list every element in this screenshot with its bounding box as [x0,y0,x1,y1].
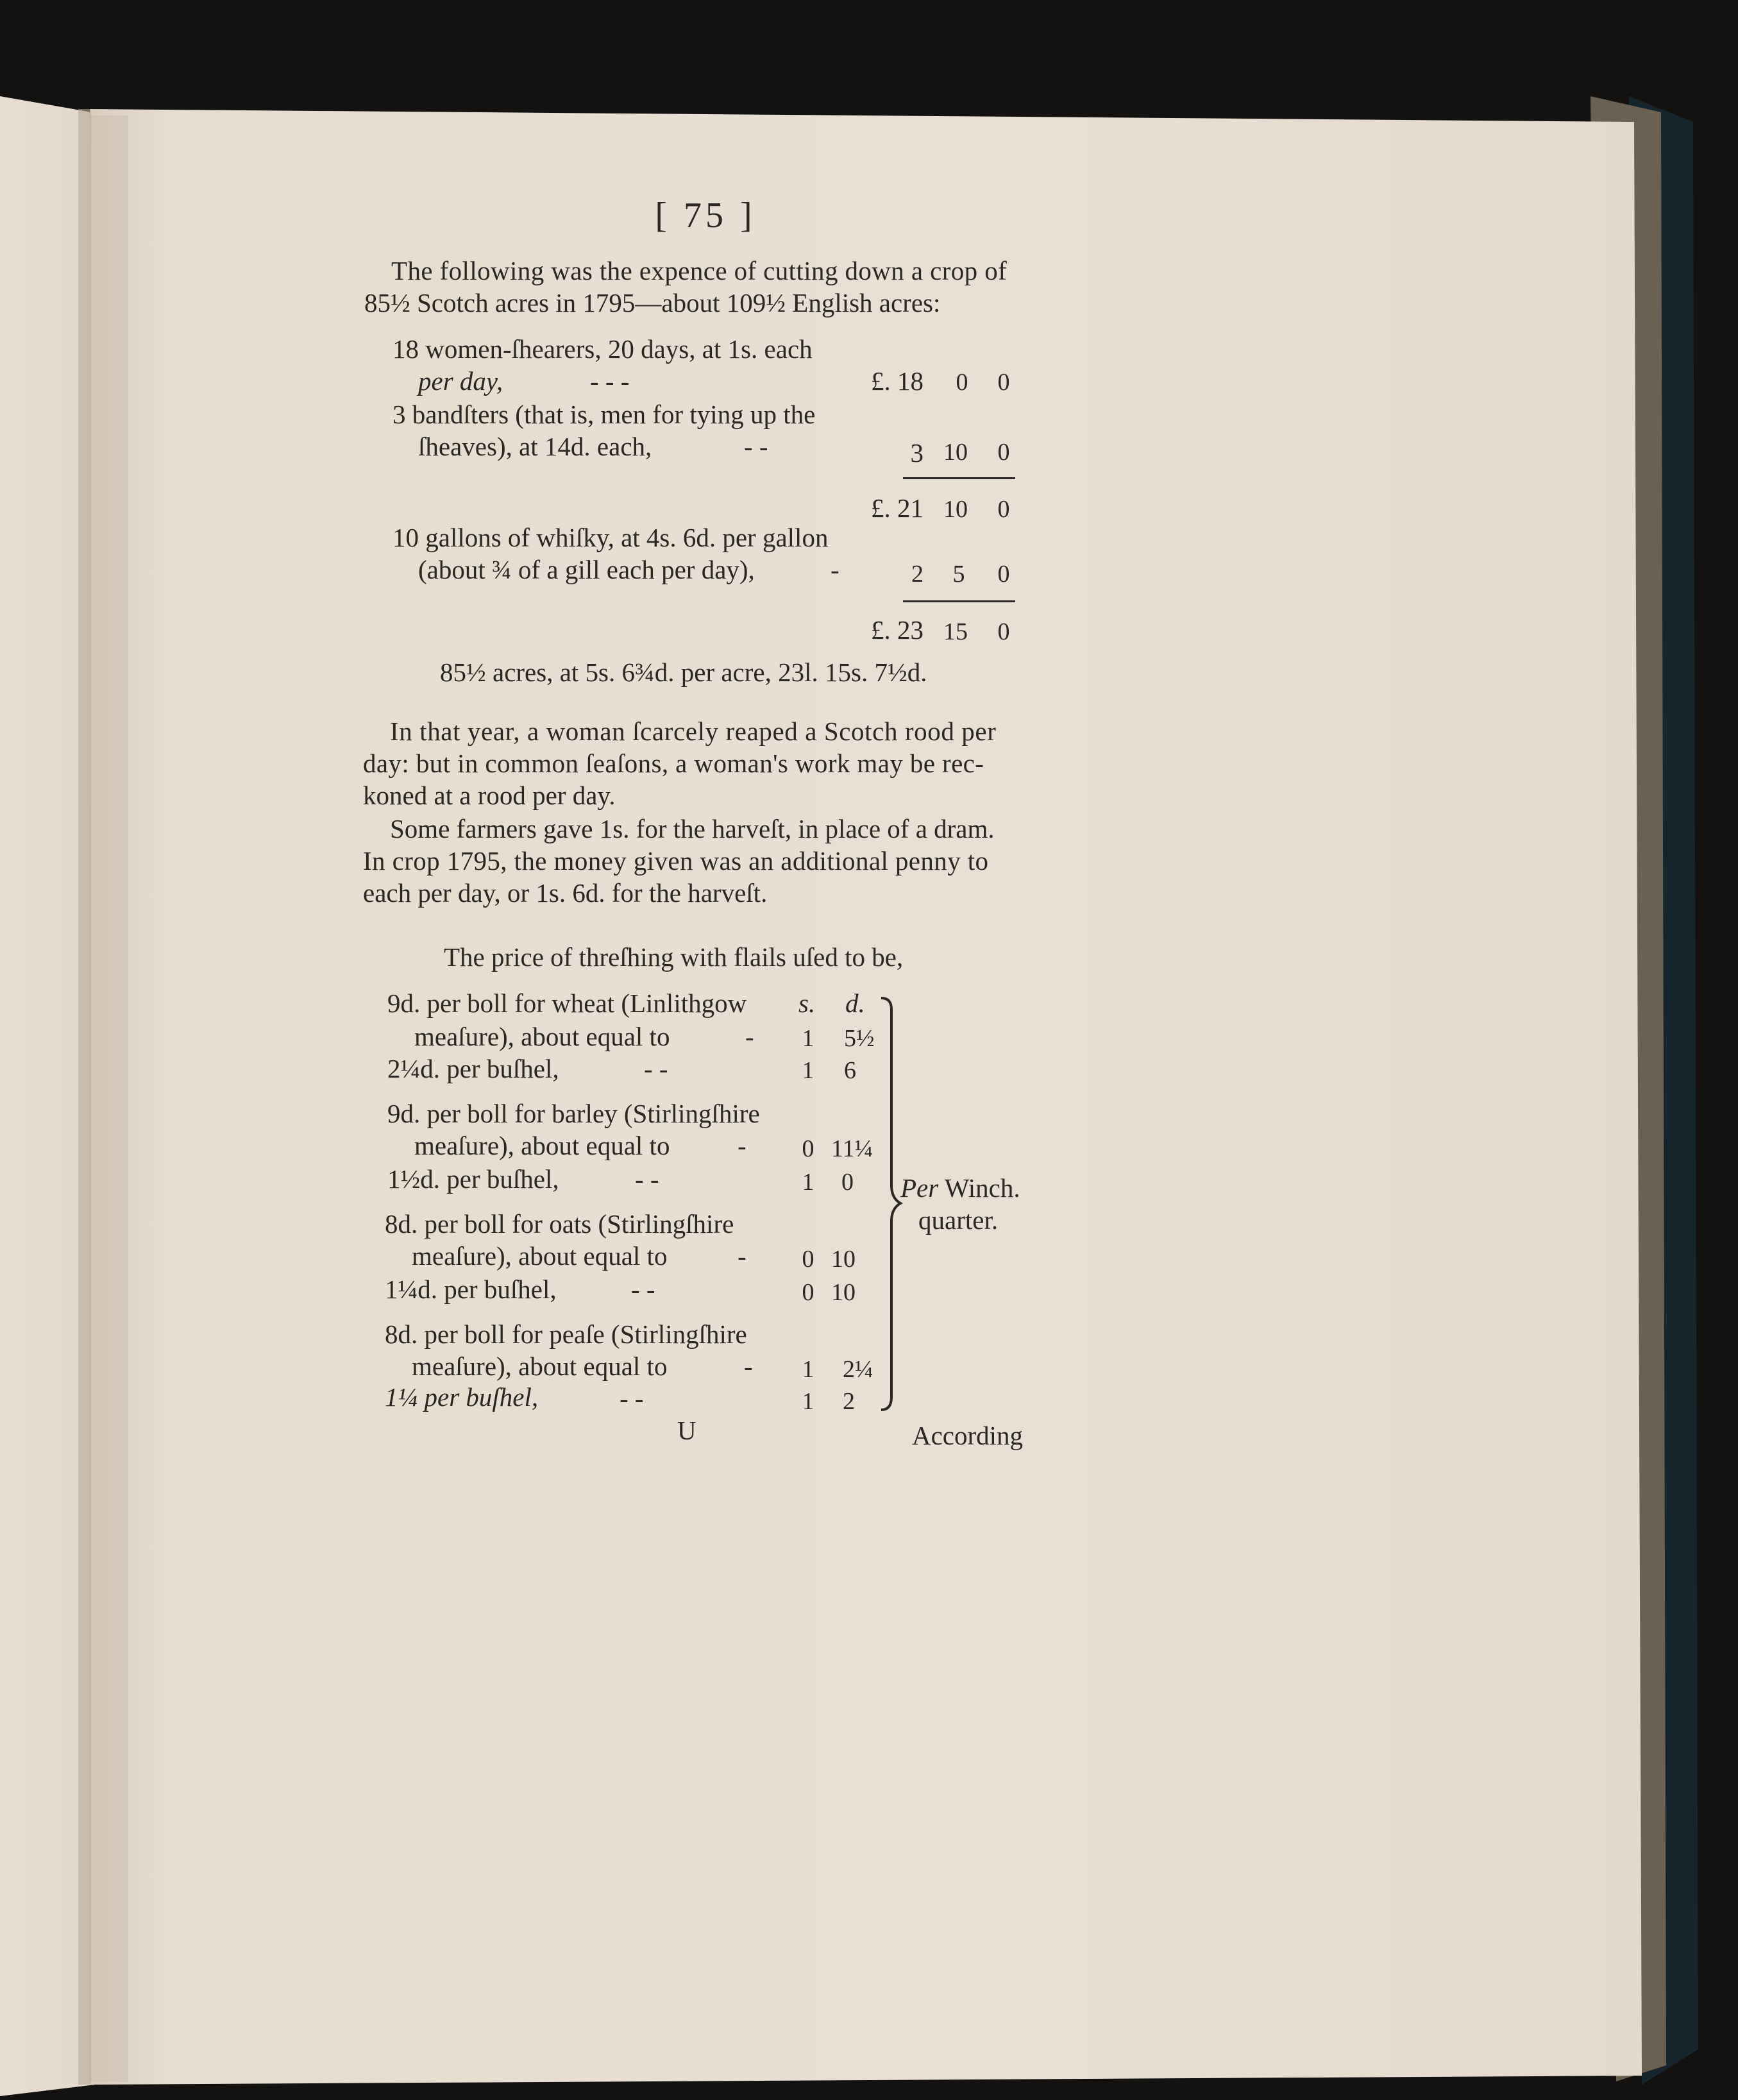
cost-line: 3 bandſters (that is, men for tying up the [392,400,816,429]
leader-dashes: - - [744,432,768,461]
total-pounds: £. 23 [871,615,924,645]
cost-line: (about ¾ of a gill each per day), [418,555,755,584]
threshing-row-text: 1¼d. per buſhel, [385,1274,557,1304]
shillings-value: 1 [802,1169,814,1196]
amount-pounds: 2 [911,561,924,588]
pence-value: 10 [831,1279,856,1306]
right-brace [872,993,911,1416]
column-header-shillings: s. [798,988,816,1018]
paragraph-line: koned at a rood per day. [363,781,616,810]
amount-shillings: 5 [952,561,965,588]
amount-pence: 0 [997,369,1010,396]
threshing-row-text: meaſure), about equal to [414,1131,670,1160]
subtotal-shillings: 10 [943,496,968,523]
leader-dash: - [831,555,839,584]
threshing-row-text: meaſure), about equal to [414,1022,670,1051]
threshing-row-text: 9d. per boll for wheat (Linlithgow [387,988,747,1018]
shillings-value: 0 [802,1246,814,1273]
page-number: [ 75 ] [655,196,756,235]
pence-value: 2 [843,1388,855,1415]
intro-line: The following was the expence of cutting down a crop of [391,256,1008,285]
shillings-value: 1 [802,1356,814,1383]
catchword: According [912,1421,1024,1450]
threshing-row-text: 2¼d. per buſhel, [387,1054,559,1083]
sum-rule [903,477,1015,479]
leader-dash: - [738,1241,747,1271]
total-pence: 0 [997,618,1010,645]
leader-dashes: - - - [590,366,630,396]
paragraph-line: Some farmers gave 1s. for the harveſt, in place of a dram. [390,814,995,843]
pence-value: 10 [831,1246,856,1273]
paragraph-line: In crop 1795, the money given was an additional penny to [363,846,989,876]
column-header-pence: d. [845,988,865,1018]
leader-dash: - [744,1351,753,1381]
shillings-value: 0 [802,1279,814,1306]
paragraph-line: In that year, a woman ſcarcely reaped a Scotch rood per [390,716,997,746]
amount-pounds: 3 [910,438,924,468]
pence-value: 6 [844,1057,856,1084]
cost-line: 18 women-ſhearers, 20 days, at 1s. each [392,334,813,364]
threshing-row-text: 1½d. per buſhel, [387,1164,559,1194]
paragraph-line: each per day, or 1s. 6d. for the harveſt. [363,878,768,908]
threshing-row-text: 1¼ per buſhel, [385,1382,539,1412]
threshing-row-text: meaſure), about equal to [412,1351,668,1381]
per-acre-summary: 85½ acres, at 5s. 6¾d. per acre, 23l. 15s. 7½d. [440,657,927,687]
leader-dashes: - - [620,1384,644,1413]
amount-shillings: 10 [943,439,968,466]
threshing-row-text: meaſure), about equal to [412,1241,668,1271]
threshing-row-text: 8d. per boll for peaſe (Stirlingſhire [385,1319,747,1349]
pence-value: 5½ [844,1025,875,1052]
bracket-label: Per Winch. [900,1173,1020,1203]
section-heading: The price of threſhing with flails uſed to be, [444,942,904,972]
shillings-value: 1 [802,1057,814,1084]
signature-mark: U [677,1416,696,1445]
leader-dashes: - - [635,1164,659,1194]
leader-dash: - [745,1022,754,1051]
bracket-label-text: Winch. [944,1173,1020,1203]
amount-shillings: 0 [956,369,968,396]
intro-line: 85½ Scotch acres in 1795—about 109½ English acres: [364,288,941,318]
leader-dashes: - - [631,1274,655,1304]
amount-pounds: £. 18 [871,366,924,396]
pence-value: 2¼ [843,1356,873,1383]
shillings-value: 1 [802,1388,814,1415]
paragraph-line: day: but in common ſeaſons, a woman's work may be rec- [363,749,984,778]
cost-line: 10 gallons of whiſky, at 4s. 6d. per gallon [392,523,829,552]
threshing-row-text: 9d. per boll for barley (Stirlingſhire [387,1099,760,1128]
page [90,109,1642,2085]
pence-value: 0 [841,1169,854,1196]
subtotal-pounds: £. 21 [871,493,924,523]
amount-pence: 0 [997,439,1010,466]
sum-rule [903,600,1015,602]
leader-dash: - [738,1131,747,1160]
shillings-value: 1 [802,1025,814,1052]
leader-dashes: - - [644,1054,668,1083]
cost-line: per day, [418,366,503,396]
pence-value: 11¼ [831,1135,873,1162]
bracket-label: quarter. [918,1205,999,1235]
total-shillings: 15 [943,618,968,645]
cost-line: ſheaves), at 14d. each, [418,432,652,461]
amount-pence: 0 [997,561,1010,588]
shillings-value: 0 [802,1135,814,1162]
threshing-row-text: 8d. per boll for oats (Stirlingſhire [385,1209,734,1239]
subtotal-pence: 0 [997,496,1010,523]
